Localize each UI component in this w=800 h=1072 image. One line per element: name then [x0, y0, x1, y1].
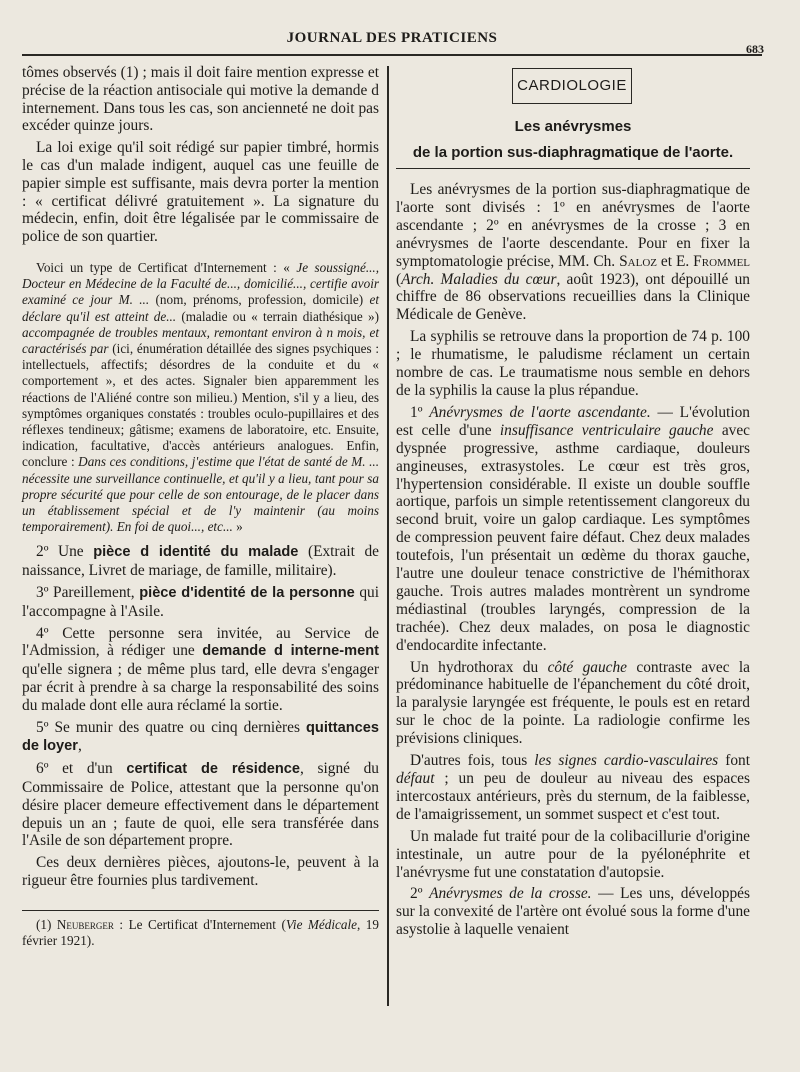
paragraph: 2º Une pièce d identité du malade (Extrait de naissance, Livret de mariage, de famille, militaire).	[22, 543, 380, 580]
certificate-example: Voici un type de Certificat d'Internement : « Je soussigné..., Docteur en Médecine de la Faculté de..., domicilié..., certifie avoir examiné ce jour M. ... (nom, prénoms, profession, domicile) et déclare qu'il est atteint de... (maladie ou « terrain diathésique ») accompagnée de troubles mentaux, remontant environ à n mois, et caractérisés par (ici, énumération détaillée des signes psychiques : intellectuels, affectifs; désordres de la conduite et du « comportement », et des actes. Signaler bien apparemment les réactions de l'Aliéné contre son milieu.) Mention, s'il y a lieu, des symptômes organiques constatés : troubles oculo-pupillaires et des réflexes tendineux; gâtisme; examens de laboratoire, etc. Ensuite, indication, facultative, d'accès antérieurs analogues. Enfin, conclure : Dans ces conditions, j'estime que l'état de santé de M. ... nécessite une surveillance continuelle, et qu'il y a lieu, tant pour sa propre sécurité que pour celle de son entourage, de le placer dans un établissement spécial et de l'y maintenir (au moins temporairement). En foi de quoi..., etc... »	[22, 259, 380, 535]
paragraph: La loi exige qu'il soit rédigé sur papier timbré, hormis le cas d'un malade indigent, auquel cas une feuille de papier simple est suffisante, mais devra porter la mention : « certificat délivré gratuitement ». La signature du médecin, enfin, doit être légalisée par le commissaire de police de son quartier.	[22, 139, 379, 246]
paragraph: Ces deux dernières pièces, ajoutons-le, peuvent à la rigueur être fournies plus tardivement.	[22, 854, 379, 889]
paragraph: Un malade fut traité pour de la colibacillurie d'origine intestinale, un autre pour de la pyélonéphrite et l'anévrysme fut une constatation d'autopsie.	[396, 827, 750, 881]
paragraph: Les anévrysmes de la portion sus-diaphragmatique de l'aorte sont divisés : 1º en anévrysmes de l'aorte ascendante ; 2º en anévrysmes de la crosse ; 3 en anévrysmes de l'aorte descendante. Pour en fixer la symptomatologie précise, MM. Ch. Saloz et E. Frommel (Arch. Maladies du cœur, août 1923), ont dépouillé un chiffre de 86 observations recueillies dans la Clinique Médicale de Genève.	[396, 181, 751, 324]
footnote-divider	[22, 910, 379, 911]
paragraph: D'autres fois, tous les signes cardio-vasculaires font défaut ; un peu de douleur au niveau des espaces intercostaux antérieurs, près du sternum, de la faiblesse, de l'amaigrissement, un sommet suspect et c'est tout.	[396, 752, 750, 823]
paragraph: 5º Se munir des quatre ou cinq dernières quittances de loyer,	[22, 718, 379, 755]
right-column	[396, 64, 750, 943]
article-subtitle: de la portion sus-diaphragmatique de l'aorte.	[412, 144, 734, 161]
journal-title: JOURNAL DES PRATICIENS	[286, 30, 498, 46]
paragraph: tômes observés (1) ; mais il doit faire mention expresse et précise de la réaction antisociale qui motive la demande d internement. Dans tous les cas, son ancienneté ne doit pas excéder quinze jours.	[22, 64, 379, 135]
column-divider	[387, 66, 389, 1006]
paragraph: 2º Anévrysmes de la crosse. — Les uns, développés sur la convexité de l'artère ont évolué sous la forme d'une asystolie à laquelle venaient	[396, 885, 750, 939]
title-divider	[396, 168, 750, 169]
left-column	[22, 64, 379, 949]
paragraph: 6º et d'un certificat de résidence, signé du Commissaire de Police, attestant que la personne qu'on désire placer demeure effectivement dans le département depuis un an ; faute de quoi, elle sera transférée dans l'Asile de son département propre.	[22, 760, 379, 850]
paragraph: La syphilis se retrouve dans la proportion de 74 p. 100 ; le rhumatisme, le paludisme réclament un certain nombre de cas. Le traumatisme nous semble en dehors de la syphilis la cause la plus répandue.	[396, 328, 750, 399]
page-header	[22, 28, 762, 56]
section-heading: CARDIOLOGIE	[512, 68, 632, 104]
paragraph: 3º Pareillement, pièce d'identité de la personne qui l'accompagne à l'Asile.	[22, 584, 380, 620]
footnote: (1) Neuberger : Le Certificat d'Internement (Vie Médicale, 19 février 1921).	[22, 916, 379, 948]
page-number: 683	[746, 42, 764, 56]
paragraph: 1º Anévrysmes de l'aorte ascendante. — L'évolution est celle d'une insuffisance ventriculaire gauche avec dyspnée progressive, asthme cardiaque, douleurs angineuses, extrasystoles. Le cœur est très gros, l'hypertension considérable. Il existe un double souffle aortique, parfois un simple retentissement clangoreux du second bruit, voire un galop cardiaque. Les symptômes de compression peuvent faire défaut. Chez deux malades toutefois, l'un présentait un œdème du thorax gauche, l'autre une douleur tenace constrictive de l'hémithorax gauche. Trois autres malades montrèrent un syndrome médiastinal (troubles laryngés, compression de la trachée). Chez deux malades, on posa le diagnostic d'endocardite infectante.	[396, 403, 751, 654]
paragraph: Un hydrothorax du côté gauche contraste avec la prédominance habituelle de l'épanchement du côté droit, la paralysie laryngée est fréquente, le pouls est en retard sur le choc de la pointe. La radiologie confirme les prévisions cliniques.	[396, 658, 751, 748]
article-title: Les anévrysmes	[514, 118, 632, 135]
paragraph: 4º Cette personne sera invitée, au Service de l'Admission, à rédiger une demande d interne-ment qu'elle signera ; de même plus tard, elle devra s'engager par écrit à prendre à sa charge la responsabilité des soins du malade dont elle aura réclamé la sortie.	[22, 624, 379, 714]
